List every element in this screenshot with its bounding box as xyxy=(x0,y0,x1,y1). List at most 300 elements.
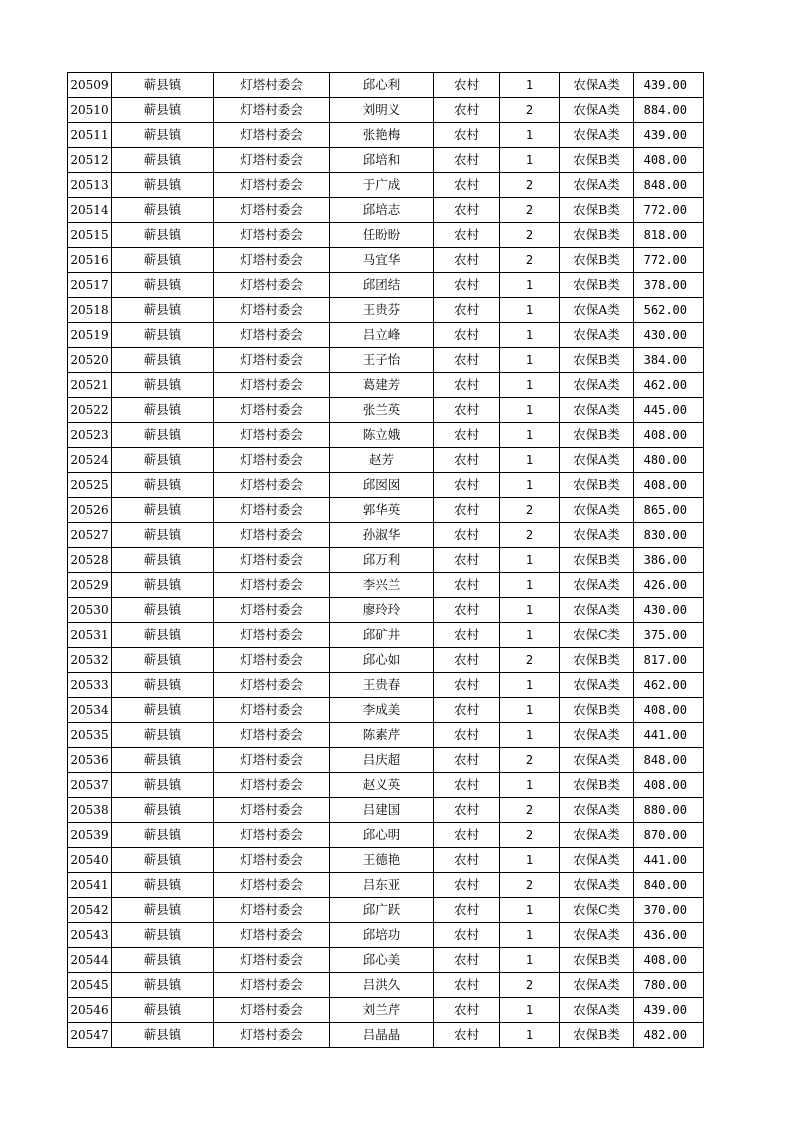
village-committee-cell: 灯塔村委会 xyxy=(214,898,330,923)
household-type-cell: 农村 xyxy=(434,923,500,948)
table-row xyxy=(68,773,704,798)
name-cell: 吕东亚 xyxy=(330,873,434,898)
household-size-cell: 2 xyxy=(500,973,560,998)
amount-cell: 439.00 xyxy=(634,998,704,1023)
insurance-category-cell: 农保A类 xyxy=(560,973,634,998)
household-type-cell: 农村 xyxy=(434,648,500,673)
record-id-cell: 20513 xyxy=(68,173,112,198)
name-cell: 吕晶晶 xyxy=(330,1023,434,1048)
household-type-cell: 农村 xyxy=(434,548,500,573)
village-committee-cell: 灯塔村委会 xyxy=(214,723,330,748)
insurance-category-cell: 农保B类 xyxy=(560,948,634,973)
village-committee-cell: 灯塔村委会 xyxy=(214,973,330,998)
amount-cell: 840.00 xyxy=(634,873,704,898)
village-committee-cell: 灯塔村委会 xyxy=(214,323,330,348)
household-size-cell: 1 xyxy=(500,473,560,498)
insurance-category-cell: 农保A类 xyxy=(560,923,634,948)
town-cell: 蕲县镇 xyxy=(112,623,214,648)
record-id-cell: 20511 xyxy=(68,123,112,148)
record-id-cell: 20509 xyxy=(68,73,112,98)
table-row xyxy=(68,198,704,223)
name-cell: 邱广跃 xyxy=(330,898,434,923)
table-row xyxy=(68,798,704,823)
village-committee-cell: 灯塔村委会 xyxy=(214,98,330,123)
village-committee-cell: 灯塔村委会 xyxy=(214,923,330,948)
town-cell: 蕲县镇 xyxy=(112,1023,214,1048)
amount-cell: 562.00 xyxy=(634,298,704,323)
name-cell: 邱囡囡 xyxy=(330,473,434,498)
town-cell: 蕲县镇 xyxy=(112,298,214,323)
table-row xyxy=(68,473,704,498)
table-row xyxy=(68,373,704,398)
household-type-cell: 农村 xyxy=(434,298,500,323)
beneficiary-table xyxy=(67,72,704,1048)
insurance-category-cell: 农保B类 xyxy=(560,273,634,298)
table-row xyxy=(68,1023,704,1048)
insurance-category-cell: 农保B类 xyxy=(560,473,634,498)
household-type-cell: 农村 xyxy=(434,173,500,198)
amount-cell: 880.00 xyxy=(634,798,704,823)
record-id-cell: 20538 xyxy=(68,798,112,823)
amount-cell: 439.00 xyxy=(634,123,704,148)
household-type-cell: 农村 xyxy=(434,373,500,398)
name-cell: 邱心利 xyxy=(330,73,434,98)
name-cell: 王贵芬 xyxy=(330,298,434,323)
household-size-cell: 2 xyxy=(500,873,560,898)
table-row xyxy=(68,698,704,723)
village-committee-cell: 灯塔村委会 xyxy=(214,823,330,848)
household-type-cell: 农村 xyxy=(434,123,500,148)
town-cell: 蕲县镇 xyxy=(112,848,214,873)
insurance-category-cell: 农保B类 xyxy=(560,698,634,723)
amount-cell: 772.00 xyxy=(634,198,704,223)
insurance-category-cell: 农保A类 xyxy=(560,998,634,1023)
household-size-cell: 1 xyxy=(500,723,560,748)
name-cell: 郭华英 xyxy=(330,498,434,523)
name-cell: 孙淑华 xyxy=(330,523,434,548)
town-cell: 蕲县镇 xyxy=(112,98,214,123)
amount-cell: 848.00 xyxy=(634,748,704,773)
insurance-category-cell: 农保A类 xyxy=(560,598,634,623)
village-committee-cell: 灯塔村委会 xyxy=(214,173,330,198)
town-cell: 蕲县镇 xyxy=(112,923,214,948)
name-cell: 邱培志 xyxy=(330,198,434,223)
name-cell: 吕洪久 xyxy=(330,973,434,998)
insurance-category-cell: 农保C类 xyxy=(560,623,634,648)
household-size-cell: 1 xyxy=(500,448,560,473)
record-id-cell: 20539 xyxy=(68,823,112,848)
record-id-cell: 20521 xyxy=(68,373,112,398)
village-committee-cell: 灯塔村委会 xyxy=(214,198,330,223)
name-cell: 吕庆超 xyxy=(330,748,434,773)
town-cell: 蕲县镇 xyxy=(112,273,214,298)
name-cell: 邱矿井 xyxy=(330,623,434,648)
record-id-cell: 20525 xyxy=(68,473,112,498)
amount-cell: 439.00 xyxy=(634,73,704,98)
insurance-category-cell: 农保A类 xyxy=(560,673,634,698)
name-cell: 任盼盼 xyxy=(330,223,434,248)
table-row xyxy=(68,623,704,648)
record-id-cell: 20531 xyxy=(68,623,112,648)
household-type-cell: 农村 xyxy=(434,823,500,848)
table-row xyxy=(68,848,704,873)
household-type-cell: 农村 xyxy=(434,398,500,423)
town-cell: 蕲县镇 xyxy=(112,248,214,273)
insurance-category-cell: 农保A类 xyxy=(560,573,634,598)
household-size-cell: 2 xyxy=(500,648,560,673)
record-id-cell: 20530 xyxy=(68,598,112,623)
household-type-cell: 农村 xyxy=(434,798,500,823)
record-id-cell: 20542 xyxy=(68,898,112,923)
table-row xyxy=(68,873,704,898)
name-cell: 李成美 xyxy=(330,698,434,723)
record-id-cell: 20532 xyxy=(68,648,112,673)
record-id-cell: 20520 xyxy=(68,348,112,373)
name-cell: 张兰英 xyxy=(330,398,434,423)
amount-cell: 870.00 xyxy=(634,823,704,848)
name-cell: 赵芳 xyxy=(330,448,434,473)
household-size-cell: 1 xyxy=(500,123,560,148)
household-size-cell: 1 xyxy=(500,373,560,398)
name-cell: 张艳梅 xyxy=(330,123,434,148)
insurance-category-cell: 农保B类 xyxy=(560,248,634,273)
insurance-category-cell: 农保B类 xyxy=(560,348,634,373)
town-cell: 蕲县镇 xyxy=(112,723,214,748)
household-type-cell: 农村 xyxy=(434,523,500,548)
village-committee-cell: 灯塔村委会 xyxy=(214,223,330,248)
record-id-cell: 20533 xyxy=(68,673,112,698)
table-row xyxy=(68,448,704,473)
record-id-cell: 20537 xyxy=(68,773,112,798)
amount-cell: 408.00 xyxy=(634,948,704,973)
town-cell: 蕲县镇 xyxy=(112,598,214,623)
amount-cell: 408.00 xyxy=(634,698,704,723)
record-id-cell: 20534 xyxy=(68,698,112,723)
name-cell: 邱心明 xyxy=(330,823,434,848)
household-type-cell: 农村 xyxy=(434,898,500,923)
household-type-cell: 农村 xyxy=(434,773,500,798)
village-committee-cell: 灯塔村委会 xyxy=(214,423,330,448)
town-cell: 蕲县镇 xyxy=(112,348,214,373)
table-row xyxy=(68,523,704,548)
name-cell: 王贵春 xyxy=(330,673,434,698)
village-committee-cell: 灯塔村委会 xyxy=(214,73,330,98)
town-cell: 蕲县镇 xyxy=(112,373,214,398)
amount-cell: 426.00 xyxy=(634,573,704,598)
town-cell: 蕲县镇 xyxy=(112,73,214,98)
amount-cell: 865.00 xyxy=(634,498,704,523)
record-id-cell: 20529 xyxy=(68,573,112,598)
table-row xyxy=(68,273,704,298)
table-row xyxy=(68,148,704,173)
table-row xyxy=(68,823,704,848)
record-id-cell: 20523 xyxy=(68,423,112,448)
insurance-category-cell: 农保A类 xyxy=(560,873,634,898)
insurance-category-cell: 农保A类 xyxy=(560,173,634,198)
record-id-cell: 20517 xyxy=(68,273,112,298)
household-size-cell: 1 xyxy=(500,673,560,698)
insurance-category-cell: 农保B类 xyxy=(560,223,634,248)
record-id-cell: 20512 xyxy=(68,148,112,173)
amount-cell: 378.00 xyxy=(634,273,704,298)
village-committee-cell: 灯塔村委会 xyxy=(214,948,330,973)
village-committee-cell: 灯塔村委会 xyxy=(214,398,330,423)
record-id-cell: 20516 xyxy=(68,248,112,273)
name-cell: 刘明义 xyxy=(330,98,434,123)
village-committee-cell: 灯塔村委会 xyxy=(214,598,330,623)
record-id-cell: 20535 xyxy=(68,723,112,748)
insurance-category-cell: 农保A类 xyxy=(560,523,634,548)
household-type-cell: 农村 xyxy=(434,73,500,98)
household-type-cell: 农村 xyxy=(434,473,500,498)
household-type-cell: 农村 xyxy=(434,673,500,698)
town-cell: 蕲县镇 xyxy=(112,548,214,573)
insurance-category-cell: 农保B类 xyxy=(560,1023,634,1048)
household-size-cell: 1 xyxy=(500,348,560,373)
record-id-cell: 20515 xyxy=(68,223,112,248)
town-cell: 蕲县镇 xyxy=(112,398,214,423)
record-id-cell: 20518 xyxy=(68,298,112,323)
insurance-category-cell: 农保B类 xyxy=(560,648,634,673)
name-cell: 刘兰芹 xyxy=(330,998,434,1023)
name-cell: 吕建国 xyxy=(330,798,434,823)
household-size-cell: 1 xyxy=(500,298,560,323)
table-row xyxy=(68,998,704,1023)
household-size-cell: 2 xyxy=(500,498,560,523)
household-type-cell: 农村 xyxy=(434,448,500,473)
amount-cell: 462.00 xyxy=(634,373,704,398)
insurance-category-cell: 农保A类 xyxy=(560,73,634,98)
table-body xyxy=(68,73,704,1048)
village-committee-cell: 灯塔村委会 xyxy=(214,548,330,573)
household-size-cell: 2 xyxy=(500,248,560,273)
town-cell: 蕲县镇 xyxy=(112,148,214,173)
table-row xyxy=(68,173,704,198)
household-size-cell: 1 xyxy=(500,398,560,423)
insurance-category-cell: 农保A类 xyxy=(560,298,634,323)
amount-cell: 445.00 xyxy=(634,398,704,423)
record-id-cell: 20519 xyxy=(68,323,112,348)
amount-cell: 480.00 xyxy=(634,448,704,473)
town-cell: 蕲县镇 xyxy=(112,323,214,348)
amount-cell: 884.00 xyxy=(634,98,704,123)
household-size-cell: 1 xyxy=(500,848,560,873)
amount-cell: 408.00 xyxy=(634,473,704,498)
record-id-cell: 20544 xyxy=(68,948,112,973)
town-cell: 蕲县镇 xyxy=(112,173,214,198)
insurance-category-cell: 农保B类 xyxy=(560,198,634,223)
village-committee-cell: 灯塔村委会 xyxy=(214,373,330,398)
insurance-category-cell: 农保A类 xyxy=(560,848,634,873)
household-size-cell: 1 xyxy=(500,923,560,948)
household-size-cell: 2 xyxy=(500,748,560,773)
village-committee-cell: 灯塔村委会 xyxy=(214,773,330,798)
household-size-cell: 1 xyxy=(500,323,560,348)
name-cell: 吕立峰 xyxy=(330,323,434,348)
village-committee-cell: 灯塔村委会 xyxy=(214,248,330,273)
household-size-cell: 1 xyxy=(500,948,560,973)
town-cell: 蕲县镇 xyxy=(112,873,214,898)
village-committee-cell: 灯塔村委会 xyxy=(214,573,330,598)
amount-cell: 408.00 xyxy=(634,773,704,798)
insurance-category-cell: 农保B类 xyxy=(560,773,634,798)
village-committee-cell: 灯塔村委会 xyxy=(214,123,330,148)
insurance-category-cell: 农保B类 xyxy=(560,423,634,448)
household-size-cell: 1 xyxy=(500,998,560,1023)
insurance-category-cell: 农保A类 xyxy=(560,98,634,123)
household-size-cell: 1 xyxy=(500,573,560,598)
household-type-cell: 农村 xyxy=(434,423,500,448)
table-row xyxy=(68,73,704,98)
household-type-cell: 农村 xyxy=(434,873,500,898)
amount-cell: 780.00 xyxy=(634,973,704,998)
village-committee-cell: 灯塔村委会 xyxy=(214,748,330,773)
household-size-cell: 1 xyxy=(500,1023,560,1048)
household-size-cell: 2 xyxy=(500,523,560,548)
name-cell: 陈立娥 xyxy=(330,423,434,448)
name-cell: 邱培功 xyxy=(330,923,434,948)
household-size-cell: 2 xyxy=(500,98,560,123)
table-row xyxy=(68,948,704,973)
name-cell: 邱心如 xyxy=(330,648,434,673)
table-row xyxy=(68,323,704,348)
town-cell: 蕲县镇 xyxy=(112,748,214,773)
household-type-cell: 农村 xyxy=(434,323,500,348)
household-type-cell: 农村 xyxy=(434,348,500,373)
household-type-cell: 农村 xyxy=(434,573,500,598)
name-cell: 陈素芹 xyxy=(330,723,434,748)
table-row xyxy=(68,498,704,523)
town-cell: 蕲县镇 xyxy=(112,123,214,148)
household-type-cell: 农村 xyxy=(434,223,500,248)
table-row xyxy=(68,973,704,998)
household-size-cell: 1 xyxy=(500,73,560,98)
village-committee-cell: 灯塔村委会 xyxy=(214,473,330,498)
household-type-cell: 农村 xyxy=(434,198,500,223)
village-committee-cell: 灯塔村委会 xyxy=(214,623,330,648)
town-cell: 蕲县镇 xyxy=(112,523,214,548)
town-cell: 蕲县镇 xyxy=(112,198,214,223)
insurance-category-cell: 农保B类 xyxy=(560,548,634,573)
household-type-cell: 农村 xyxy=(434,598,500,623)
insurance-category-cell: 农保A类 xyxy=(560,723,634,748)
household-size-cell: 1 xyxy=(500,623,560,648)
insurance-category-cell: 农保B类 xyxy=(560,148,634,173)
household-size-cell: 2 xyxy=(500,173,560,198)
household-size-cell: 2 xyxy=(500,823,560,848)
household-size-cell: 2 xyxy=(500,223,560,248)
household-type-cell: 农村 xyxy=(434,148,500,173)
amount-cell: 375.00 xyxy=(634,623,704,648)
name-cell: 邱培和 xyxy=(330,148,434,173)
household-type-cell: 农村 xyxy=(434,98,500,123)
insurance-category-cell: 农保A类 xyxy=(560,498,634,523)
town-cell: 蕲县镇 xyxy=(112,823,214,848)
record-id-cell: 20528 xyxy=(68,548,112,573)
amount-cell: 482.00 xyxy=(634,1023,704,1048)
village-committee-cell: 灯塔村委会 xyxy=(214,273,330,298)
town-cell: 蕲县镇 xyxy=(112,948,214,973)
village-committee-cell: 灯塔村委会 xyxy=(214,848,330,873)
amount-cell: 818.00 xyxy=(634,223,704,248)
name-cell: 葛建芳 xyxy=(330,373,434,398)
amount-cell: 384.00 xyxy=(634,348,704,373)
insurance-category-cell: 农保A类 xyxy=(560,748,634,773)
town-cell: 蕲县镇 xyxy=(112,648,214,673)
table-row xyxy=(68,548,704,573)
record-id-cell: 20545 xyxy=(68,973,112,998)
table-row xyxy=(68,598,704,623)
household-size-cell: 1 xyxy=(500,423,560,448)
table-row xyxy=(68,298,704,323)
town-cell: 蕲县镇 xyxy=(112,998,214,1023)
table-row xyxy=(68,348,704,373)
amount-cell: 441.00 xyxy=(634,723,704,748)
household-type-cell: 农村 xyxy=(434,273,500,298)
amount-cell: 386.00 xyxy=(634,548,704,573)
name-cell: 邱万利 xyxy=(330,548,434,573)
table-row xyxy=(68,123,704,148)
town-cell: 蕲县镇 xyxy=(112,973,214,998)
insurance-category-cell: 农保A类 xyxy=(560,373,634,398)
name-cell: 邱心美 xyxy=(330,948,434,973)
insurance-category-cell: 农保A类 xyxy=(560,123,634,148)
table-row xyxy=(68,398,704,423)
household-type-cell: 农村 xyxy=(434,623,500,648)
amount-cell: 772.00 xyxy=(634,248,704,273)
household-type-cell: 农村 xyxy=(434,998,500,1023)
town-cell: 蕲县镇 xyxy=(112,673,214,698)
household-type-cell: 农村 xyxy=(434,1023,500,1048)
village-committee-cell: 灯塔村委会 xyxy=(214,798,330,823)
insurance-category-cell: 农保A类 xyxy=(560,823,634,848)
household-type-cell: 农村 xyxy=(434,723,500,748)
household-size-cell: 1 xyxy=(500,773,560,798)
insurance-category-cell: 农保A类 xyxy=(560,798,634,823)
town-cell: 蕲县镇 xyxy=(112,473,214,498)
insurance-category-cell: 农保A类 xyxy=(560,398,634,423)
amount-cell: 848.00 xyxy=(634,173,704,198)
household-size-cell: 1 xyxy=(500,898,560,923)
village-committee-cell: 灯塔村委会 xyxy=(214,673,330,698)
town-cell: 蕲县镇 xyxy=(112,898,214,923)
town-cell: 蕲县镇 xyxy=(112,448,214,473)
household-size-cell: 1 xyxy=(500,273,560,298)
town-cell: 蕲县镇 xyxy=(112,573,214,598)
household-size-cell: 1 xyxy=(500,548,560,573)
record-id-cell: 20547 xyxy=(68,1023,112,1048)
table-row xyxy=(68,98,704,123)
household-type-cell: 农村 xyxy=(434,698,500,723)
town-cell: 蕲县镇 xyxy=(112,498,214,523)
record-id-cell: 20541 xyxy=(68,873,112,898)
name-cell: 于广成 xyxy=(330,173,434,198)
amount-cell: 408.00 xyxy=(634,423,704,448)
table-row xyxy=(68,573,704,598)
table-row xyxy=(68,748,704,773)
amount-cell: 817.00 xyxy=(634,648,704,673)
household-type-cell: 农村 xyxy=(434,748,500,773)
village-committee-cell: 灯塔村委会 xyxy=(214,148,330,173)
household-size-cell: 1 xyxy=(500,148,560,173)
amount-cell: 408.00 xyxy=(634,148,704,173)
town-cell: 蕲县镇 xyxy=(112,698,214,723)
name-cell: 王德艳 xyxy=(330,848,434,873)
household-size-cell: 1 xyxy=(500,698,560,723)
household-size-cell: 2 xyxy=(500,798,560,823)
name-cell: 马宜华 xyxy=(330,248,434,273)
amount-cell: 430.00 xyxy=(634,598,704,623)
